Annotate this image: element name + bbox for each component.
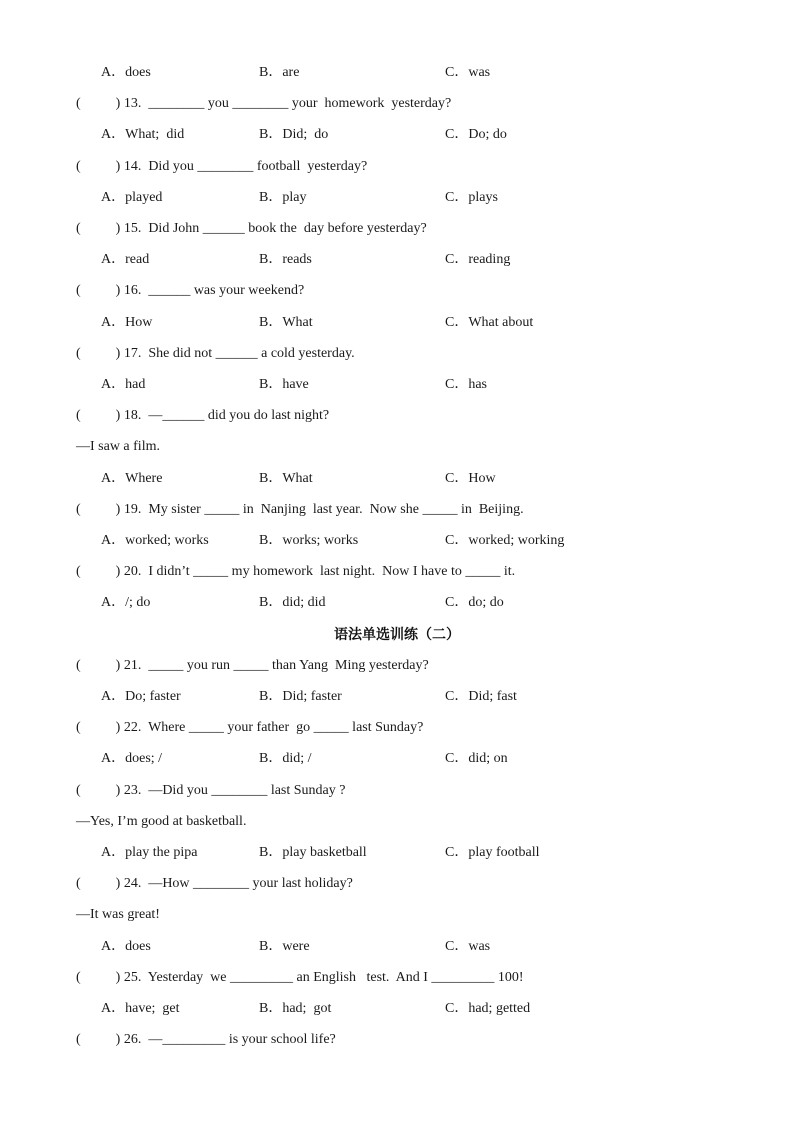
option-b: B．Did; do bbox=[259, 127, 329, 142]
option-b: B．did; / bbox=[259, 751, 312, 766]
question-line: ( ) 17. She did not ______ a cold yesterday. bbox=[76, 346, 355, 361]
question-line: ( ) 21. _____ you run _____ than Yang Ming yesterday? bbox=[76, 658, 429, 673]
option-a: A．does bbox=[101, 939, 151, 954]
option-c: C．was bbox=[445, 939, 491, 954]
question-line: ( ) 20. I didn’t _____ my homework last night. Now I have to _____ it. bbox=[76, 564, 516, 579]
option-c: C．What about bbox=[445, 315, 534, 330]
option-a: A．does; / bbox=[101, 751, 163, 766]
option-a: A．/; do bbox=[101, 595, 151, 610]
option-c: C．Do; do bbox=[445, 127, 507, 142]
dialogue-line: —Yes, I’m good at basketball. bbox=[76, 814, 247, 829]
question-line: ( ) 15. Did John ______ book the day before yesterday? bbox=[76, 221, 427, 236]
option-a: A．Where bbox=[101, 471, 163, 486]
question-line: ( ) 23. —Did you ________ last Sunday ? bbox=[76, 783, 346, 798]
option-c: C．has bbox=[445, 377, 487, 392]
option-b: B．What bbox=[259, 471, 313, 486]
option-a: A．have; get bbox=[101, 1001, 180, 1016]
option-a: A．worked; works bbox=[101, 533, 209, 548]
option-b: B．play basketball bbox=[259, 845, 367, 860]
option-c: C．had; getted bbox=[445, 1001, 531, 1016]
option-c: C．do; do bbox=[445, 595, 504, 610]
option-b: B．are bbox=[259, 65, 300, 80]
option-c: C．reading bbox=[445, 252, 511, 267]
option-b: B．had; got bbox=[259, 1001, 332, 1016]
option-c: C．worked; working bbox=[445, 533, 565, 548]
dialogue-line: —I saw a film. bbox=[76, 439, 160, 454]
option-a: A．played bbox=[101, 190, 163, 205]
option-c: C．plays bbox=[445, 190, 498, 205]
option-b: B．What bbox=[259, 315, 313, 330]
option-b: B．did; did bbox=[259, 595, 326, 610]
option-c: C．How bbox=[445, 471, 496, 486]
option-a: A．How bbox=[101, 315, 153, 330]
option-c: C．play football bbox=[445, 845, 540, 860]
option-a: A．read bbox=[101, 252, 150, 267]
option-c: C．Did; fast bbox=[445, 689, 517, 704]
option-b: B．were bbox=[259, 939, 310, 954]
option-b: B．Did; faster bbox=[259, 689, 342, 704]
option-a: A．play the pipa bbox=[101, 845, 198, 860]
question-line: ( ) 14. Did you ________ football yesterday? bbox=[76, 159, 368, 174]
question-line: ( ) 18. —______ did you do last night? bbox=[76, 408, 330, 423]
option-b: B．reads bbox=[259, 252, 312, 267]
question-line: ( ) 13. ________ you ________ your homework yesterday? bbox=[76, 96, 452, 111]
option-b: B．have bbox=[259, 377, 309, 392]
option-a: A．Do; faster bbox=[101, 689, 181, 704]
dialogue-line: —It was great! bbox=[76, 907, 160, 922]
question-line: ( ) 25. Yesterday we _________ an English test. And I _________ 100! bbox=[76, 970, 524, 985]
option-a: A．What; did bbox=[101, 127, 185, 142]
option-c: C．was bbox=[445, 65, 491, 80]
option-b: B．play bbox=[259, 190, 307, 205]
option-a: A．does bbox=[101, 65, 151, 80]
question-line: ( ) 16. ______ was your weekend? bbox=[76, 283, 305, 298]
question-line: ( ) 24. —How ________ your last holiday? bbox=[76, 876, 353, 891]
option-b: B．works; works bbox=[259, 533, 359, 548]
option-a: A．had bbox=[101, 377, 146, 392]
question-line: ( ) 22. Where _____ your father go _____ last Sunday? bbox=[76, 720, 424, 735]
question-line: ( ) 26. —_________ is your school life? bbox=[76, 1032, 336, 1047]
section-heading: 语法单选训练（二） bbox=[334, 627, 460, 643]
question-line: ( ) 19. My sister _____ in Nanjing last year. Now she _____ in Beijing. bbox=[76, 502, 524, 517]
option-c: C．did; on bbox=[445, 751, 508, 766]
